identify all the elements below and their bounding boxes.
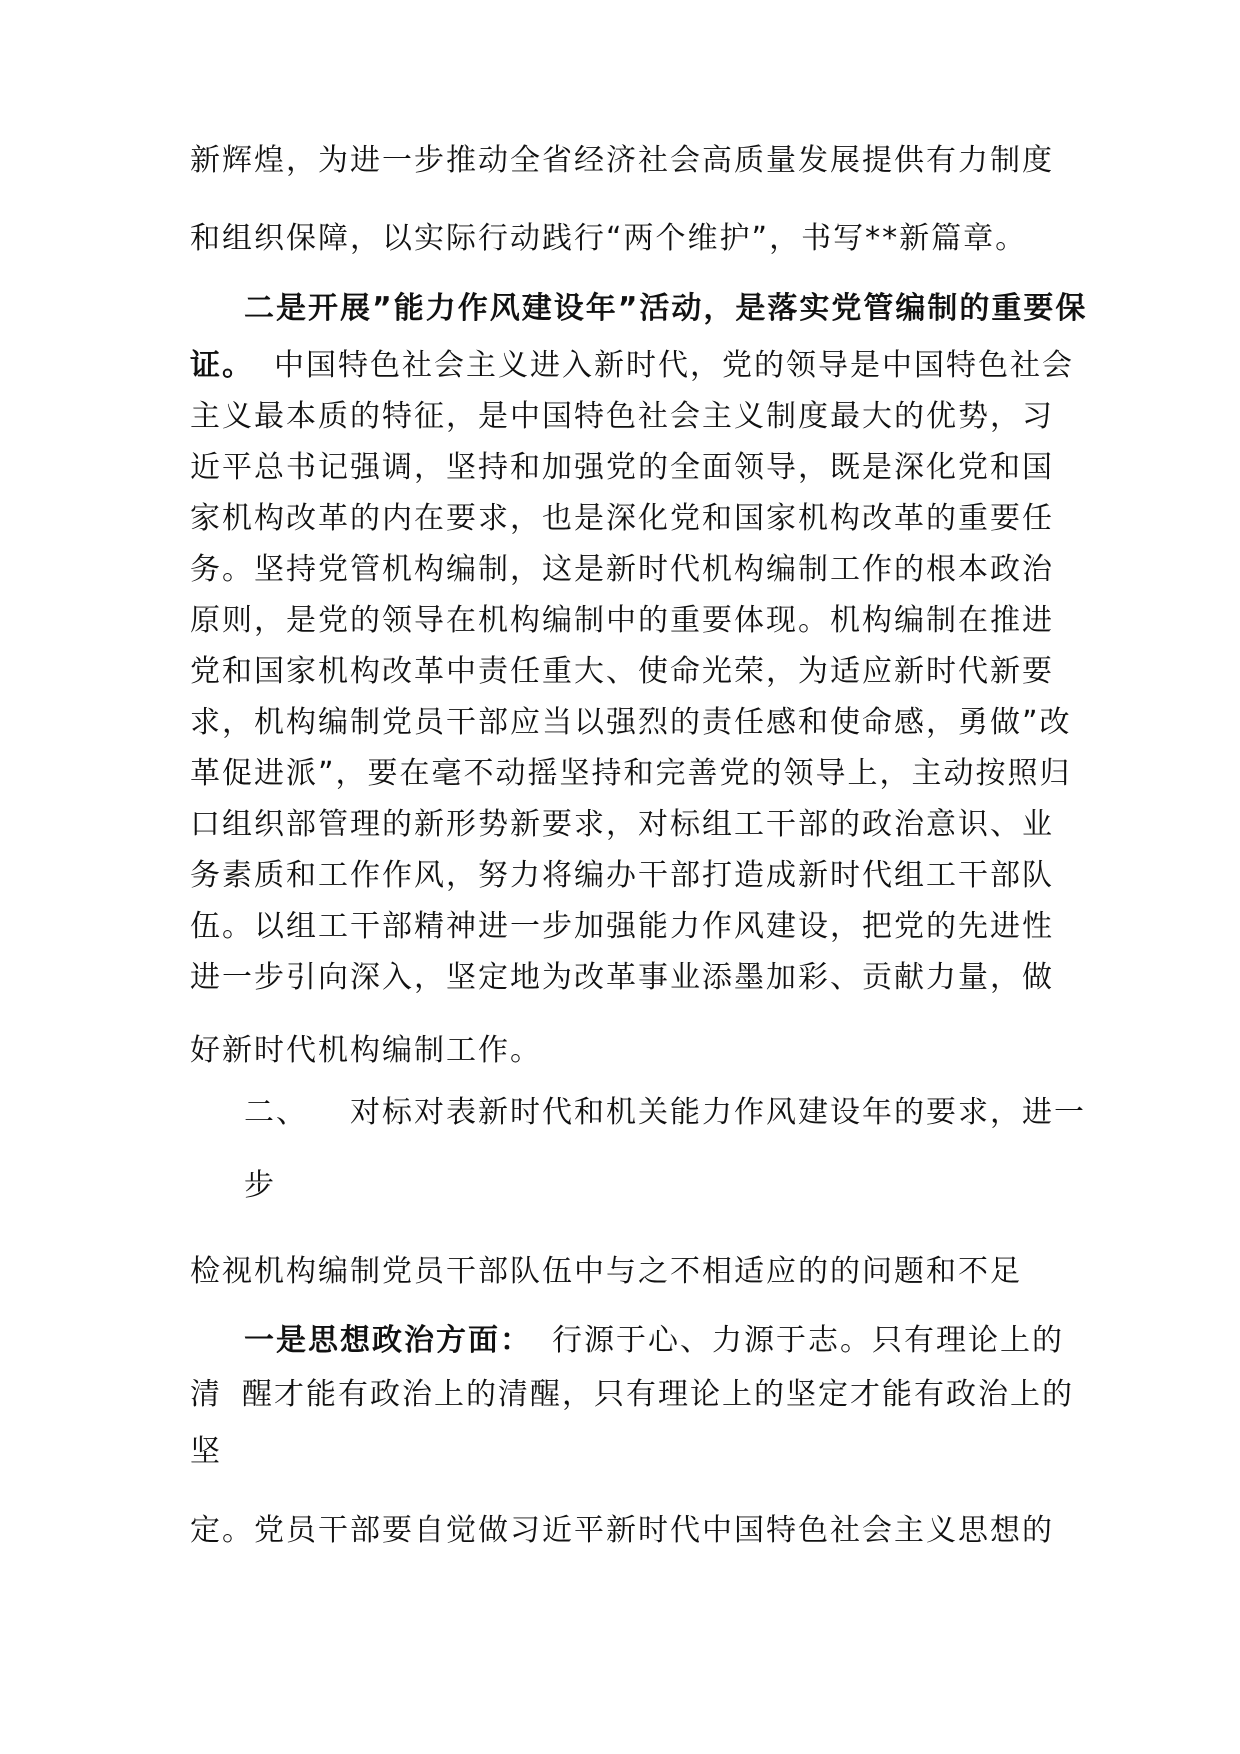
section-heading-line: 检视机构编制党员干部队伍中与之不相适应的的问题和不足 xyxy=(190,1254,1022,1289)
text-line: 伍。以组工干部精神进一步加强能力作风建设，把党的先进性 xyxy=(190,909,1054,944)
section-heading-line: 步 xyxy=(244,1168,276,1203)
paragraph-text: 醒才能有政治上的清醒，只有理论上的坚定才能有政治上的 xyxy=(242,1377,1074,1412)
text-line: 进一步引向深入，坚定地为改革事业添墨加彩、贡献力量，做 xyxy=(190,960,1054,995)
text-line: 定。党员干部要自觉做习近平新时代中国特色社会主义思想的 xyxy=(190,1513,1054,1548)
text-line: 好新时代机构编制工作。 xyxy=(190,1033,542,1068)
text-line: 革促进派”，要在毫不动摇坚持和完善党的领导上，主动按照归 xyxy=(190,756,1072,791)
text-line: 求，机构编制党员干部应当以强烈的责任感和使命感，勇做”改 xyxy=(190,705,1072,740)
section-number: 二、 xyxy=(244,1095,308,1130)
paragraph-heading-line xyxy=(244,289,1087,329)
text-line xyxy=(190,346,1074,386)
paragraph-heading-line xyxy=(244,1321,1064,1361)
text-line: 原则，是党的领导在机构编制中的重要体现。机构编制在推进 xyxy=(190,603,1054,638)
paragraph-text: 行源于心、力源于志。只有理论上的 xyxy=(552,1323,1064,1358)
paragraph-text: 中国特色社会主义进入新时代，党的领导是中国特色社会 xyxy=(274,348,1074,383)
section-heading-line xyxy=(244,1093,1086,1133)
paragraph-heading-end: 证。 xyxy=(190,348,254,383)
text-line: 口组织部管理的新形势新要求，对标组工干部的政治意识、业 xyxy=(190,807,1054,842)
text-line: 家机构改革的内在要求，也是深化党和国家机构改革的重要任 xyxy=(190,501,1054,536)
text-line: 近平总书记强调，坚持和加强党的全面领导，既是深化党和国 xyxy=(190,450,1054,485)
text-line: 新辉煌，为进一步推动全省经济社会高质量发展提供有力制度 xyxy=(190,143,1054,178)
text-line: 党和国家机构改革中责任重大、使命光荣，为适应新时代新要 xyxy=(190,654,1054,689)
section-title: 对标对表新时代和机关能力作风建设年的要求，进一 xyxy=(350,1095,1086,1130)
text-line: 坚 xyxy=(190,1434,222,1469)
text-line: 务素质和工作作风，努力将编办干部打造成新时代组工干部队 xyxy=(190,858,1054,893)
text-line: 务。坚持党管机构编制，这是新时代机构编制工作的根本政治 xyxy=(190,552,1054,587)
paragraph-heading: 一是思想政治方面： xyxy=(244,1323,532,1358)
text-line: 主义最本质的特征，是中国特色社会主义制度最大的优势，习 xyxy=(190,399,1054,434)
text-line xyxy=(190,1375,1074,1415)
text-line: 和组织保障，以实际行动践行“两个维护”，书写**新篇章。 xyxy=(190,221,1028,256)
paragraph-heading: 二是开展”能力作风建设年”活动，是落实党管编制的重要保 xyxy=(244,291,1088,326)
paragraph-text: 清 xyxy=(190,1377,222,1412)
